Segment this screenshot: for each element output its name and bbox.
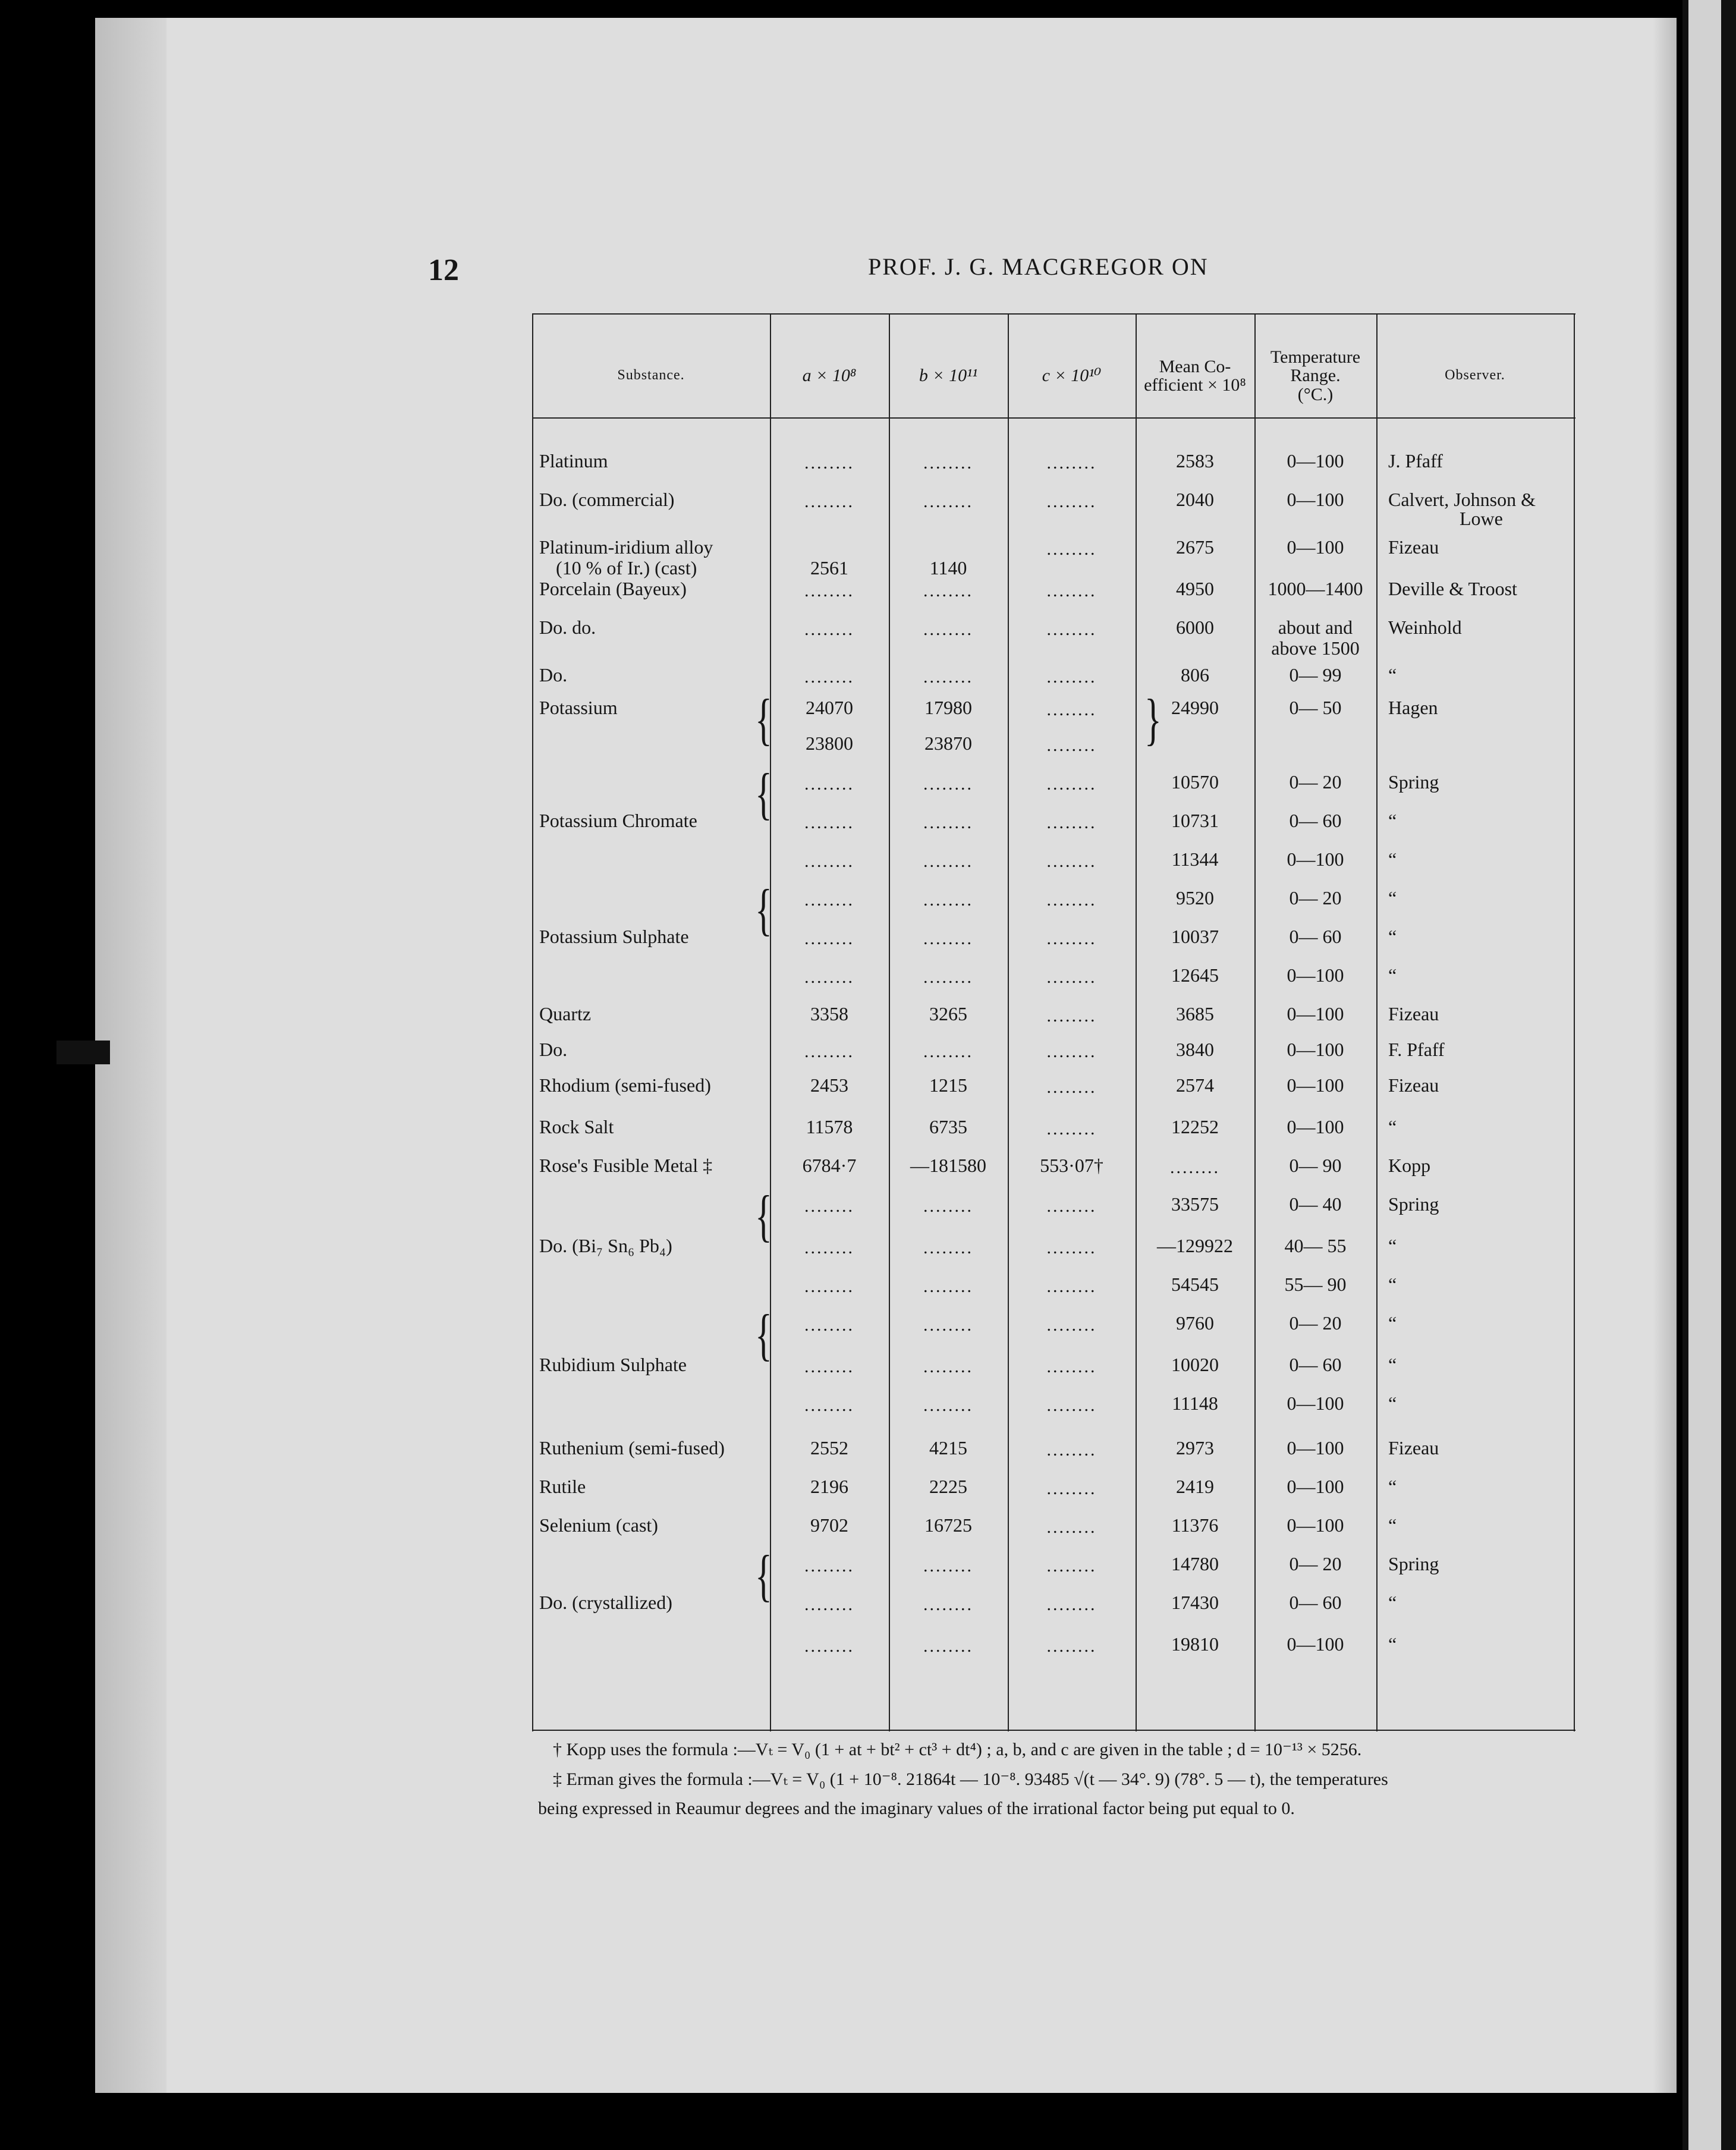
row-a-leader: ........ (804, 890, 854, 910)
header-observer-text: Observer. (1445, 367, 1505, 384)
header-temperature (1254, 331, 1376, 420)
row-mean: —129922 (1157, 1235, 1233, 1256)
row-mean: 9760 (1176, 1312, 1214, 1334)
row-a-leader: ........ (804, 453, 854, 473)
row-c-leader: ........ (1046, 967, 1097, 987)
row-substance: Rubidium Sulphate (539, 1354, 687, 1375)
row-range: 0— 60 (1289, 1354, 1342, 1375)
row-mean: 3840 (1176, 1039, 1214, 1060)
row-substance: Do. (539, 1039, 568, 1060)
row-range: 1000—1400 (1268, 578, 1363, 599)
row-mean: 9520 (1176, 887, 1214, 909)
row-c-leader: ........ (1046, 1479, 1097, 1498)
row-b: —181580 (910, 1155, 986, 1176)
row-a: 2561 (810, 557, 848, 579)
header-c-text: c × 10¹⁰ (1042, 366, 1102, 386)
row-c-leader: ........ (1046, 1595, 1097, 1614)
table-bottom-rule (532, 1730, 1575, 1731)
row-c: 553·07† (1040, 1155, 1103, 1176)
row-substance-line2: (10 % of Ir.) (cast) (556, 557, 697, 579)
row-mean: 2419 (1176, 1476, 1214, 1497)
row-mean: 806 (1181, 664, 1209, 686)
page-number: 12 (428, 253, 459, 287)
row-a-leader: ........ (804, 1357, 854, 1376)
row-range: 0— 60 (1289, 810, 1342, 831)
row-b-leader: ........ (923, 581, 973, 601)
row-range: 0—100 (1287, 1116, 1344, 1137)
footnote-line: † Kopp uses the formula :—Vₜ = V₀ (1 + at + bt² + ct³ + dt⁴) ; a, b, and c are given in the table ; d = 10⁻¹³ × 5256. (553, 1740, 1362, 1759)
row-range: 0— 99 (1289, 664, 1342, 686)
row-range: 0—100 (1287, 1437, 1344, 1459)
row-b-leader: ........ (923, 813, 973, 832)
row-b: 1215 (929, 1074, 967, 1096)
col-rule-7 (1376, 313, 1378, 1731)
row-mean: 24990 (1171, 697, 1219, 718)
row-c-leader: ........ (1046, 1357, 1097, 1376)
row-mean: 12252 (1171, 1116, 1219, 1137)
row-observer: Fizeau (1388, 536, 1439, 558)
row-substance: Potassium Sulphate (539, 926, 689, 947)
row-observer: “ (1388, 887, 1397, 909)
row-a-leader: ........ (804, 620, 854, 639)
row-mean: 12645 (1171, 964, 1219, 986)
rose-metal-brace: { (755, 1184, 772, 1247)
row-range: 0— 20 (1289, 1312, 1342, 1334)
document-page (95, 18, 1677, 2093)
row-a-leader: ........ (804, 1556, 854, 1576)
row-a-leader: ........ (804, 929, 854, 948)
row-observer: “ (1388, 810, 1397, 831)
row-mean: 4950 (1176, 578, 1214, 599)
row-mean: 2574 (1176, 1074, 1214, 1096)
row-c-leader: ........ (1046, 1006, 1097, 1026)
row-b-leader: ........ (923, 1556, 973, 1576)
footnote-line: being expressed in Reaumur degrees and the imaginary values of the irrational factor being put equal to 0. (538, 1799, 1295, 1818)
row-a-leader: ........ (804, 1196, 854, 1216)
row-a-leader: ........ (804, 1395, 854, 1415)
header-c (1008, 331, 1136, 420)
row-b: 1140 (929, 557, 967, 579)
row-c-leader: ........ (1046, 929, 1097, 948)
header-temp-line3: (°C.) (1297, 384, 1334, 404)
header-b-text: b × 10¹¹ (919, 366, 978, 386)
row-a-leader: ........ (804, 1315, 854, 1335)
row-a-leader: ........ (804, 813, 854, 832)
row-c-leader: ........ (1046, 1196, 1097, 1216)
row-a: 11578 (806, 1116, 853, 1137)
row-b-leader: ........ (923, 1595, 973, 1614)
row-observer: Hagen (1388, 697, 1438, 718)
row-observer: Spring (1388, 1553, 1439, 1574)
row-a: 24070 (806, 697, 853, 718)
row-b: 3265 (929, 1003, 967, 1024)
row-range: 0— 60 (1289, 1592, 1342, 1613)
footnote-line: ‡ Erman gives the formula :—Vₜ = V₀ (1 + 10⁻⁸. 21864t — 10⁻⁸. 93485 √(t — 34°. 9) (78°. 5 — t), the temperatures (553, 1769, 1388, 1789)
header-a-text: a × 10⁸ (802, 366, 857, 386)
row-substance: Do. (Bi₇ Sn₆ Pb₄) (539, 1235, 672, 1256)
header-a (770, 331, 889, 420)
row-c-leader: ........ (1046, 1556, 1097, 1576)
row-c-leader: ........ (1046, 1277, 1097, 1296)
col-rule-8 (1574, 313, 1575, 1731)
row-substance: Platinum (539, 450, 608, 472)
row-b-leader: ........ (923, 774, 973, 794)
running-head: PROF. J. G. MACGREGOR ON (868, 253, 1209, 280)
row-substance: Rhodium (semi-fused) (539, 1074, 711, 1096)
row-b-leader: ........ (923, 1357, 973, 1376)
row-b-leader: ........ (923, 967, 973, 987)
row-c-leader: ........ (1046, 1042, 1097, 1061)
row-b-leader: ........ (923, 1238, 973, 1258)
binding-tab (56, 1041, 110, 1064)
row-mean-leader: ........ (1170, 1158, 1220, 1177)
row-b: 6735 (929, 1116, 967, 1137)
row-c-leader: ........ (1046, 1238, 1097, 1258)
adjacent-page-edge (1682, 0, 1736, 2150)
row-c-leader: ........ (1046, 539, 1097, 559)
row-mean: 11376 (1171, 1514, 1219, 1536)
row-observer: F. Pfaff (1388, 1039, 1445, 1060)
row-b: 2225 (929, 1476, 967, 1497)
row-a: 9702 (810, 1514, 848, 1536)
row-b-leader: ........ (923, 1636, 973, 1656)
potassium-mean-brace: } (1144, 688, 1162, 751)
row-range: 0—100 (1287, 536, 1344, 558)
col-rule-1 (532, 313, 533, 1731)
row-c-leader: ........ (1046, 1395, 1097, 1415)
row-observer: “ (1388, 926, 1397, 947)
row-substance: Potassium Chromate (539, 810, 697, 831)
row-substance: Rose's Fusible Metal ‡ (539, 1155, 713, 1176)
row-substance: Do. (539, 664, 568, 686)
row-c-leader: ........ (1046, 581, 1097, 601)
selenium-brace: { (755, 1544, 772, 1607)
row-observer: Weinhold (1388, 617, 1462, 638)
row-mean: 11148 (1172, 1393, 1218, 1414)
row-range: 40— 55 (1284, 1235, 1347, 1256)
row-mean: 2040 (1176, 489, 1214, 510)
row-a: 2552 (810, 1437, 848, 1459)
row-mean: 33575 (1171, 1193, 1219, 1215)
row-a-leader: ........ (804, 1277, 854, 1296)
row-b-leader: ........ (923, 492, 973, 511)
row-a: 3358 (810, 1003, 848, 1024)
row-mean: 14780 (1171, 1553, 1219, 1574)
row-observer: Fizeau (1388, 1074, 1439, 1096)
header-temp-line1: Temperature (1270, 347, 1361, 367)
row-observer: “ (1388, 1274, 1397, 1295)
row-substance: Do. (commercial) (539, 489, 675, 510)
row-b: 4215 (929, 1437, 967, 1459)
row-a-leader: ........ (804, 492, 854, 511)
row-range: 0—100 (1287, 1633, 1344, 1655)
row-c-leader: ........ (1046, 1517, 1097, 1537)
row-substance: Rutile (539, 1476, 586, 1497)
row-observer: Calvert, Johnson & (1388, 489, 1536, 510)
header-b (889, 331, 1008, 420)
row-a-leader: ........ (804, 1595, 854, 1614)
row-substance: Selenium (cast) (539, 1514, 658, 1536)
header-substance (532, 331, 770, 420)
row-c-leader: ........ (1046, 774, 1097, 794)
row-range: 0— 90 (1289, 1155, 1342, 1176)
row-mean: 2973 (1176, 1437, 1214, 1459)
row-c-leader: ........ (1046, 851, 1097, 871)
row-c-leader: ........ (1046, 492, 1097, 511)
row-a: 23800 (806, 733, 853, 754)
header-mean (1136, 331, 1254, 420)
row-a-leader: ........ (804, 1042, 854, 1061)
row-range-line2: above 1500 (1271, 637, 1360, 659)
row-b-leader: ........ (923, 1315, 973, 1335)
row-range: 0— 20 (1289, 771, 1342, 793)
header-substance-text: Substance. (617, 367, 685, 384)
row-observer: Spring (1388, 1193, 1439, 1215)
row-mean: 54545 (1171, 1274, 1219, 1295)
header-mean-line2: efficient × 10⁸ (1144, 375, 1246, 395)
row-mean: 10020 (1171, 1354, 1219, 1375)
row-range: 0—100 (1287, 964, 1344, 986)
header-mean-line1: Mean Co- (1159, 356, 1231, 376)
row-a-leader: ........ (804, 1238, 854, 1258)
row-range: 0— 60 (1289, 926, 1342, 947)
row-observer: “ (1388, 964, 1397, 986)
row-range: 0—100 (1287, 1039, 1344, 1060)
row-mean: 10570 (1171, 771, 1219, 793)
row-c-leader: ........ (1046, 1315, 1097, 1335)
row-b-leader: ........ (923, 1277, 973, 1296)
row-substance: Porcelain (Bayeux) (539, 578, 687, 599)
page-right-edge (1653, 18, 1677, 2093)
row-range: 0—100 (1287, 1003, 1344, 1024)
row-mean: 3685 (1176, 1003, 1214, 1024)
row-range: about and (1278, 617, 1353, 638)
row-mean: 11344 (1171, 848, 1219, 870)
row-b-leader: ........ (923, 1042, 973, 1061)
row-observer: “ (1388, 1592, 1397, 1613)
row-observer: “ (1388, 1312, 1397, 1334)
row-observer: Deville & Troost (1388, 578, 1517, 599)
row-range: 0—100 (1287, 848, 1344, 870)
row-range: 0—100 (1287, 1074, 1344, 1096)
row-c-leader: ........ (1046, 1440, 1097, 1460)
row-a-leader: ........ (804, 851, 854, 871)
row-a-leader: ........ (804, 581, 854, 601)
row-observer: “ (1388, 664, 1397, 686)
row-c-leader: ........ (1046, 453, 1097, 473)
row-b: 16725 (924, 1514, 972, 1536)
row-b-leader: ........ (923, 667, 973, 687)
row-c-leader: ........ (1046, 1119, 1097, 1139)
rubidium-brace: { (755, 1303, 772, 1366)
potassium-sulphate-brace: { (755, 878, 772, 941)
row-b: 17980 (924, 697, 972, 718)
row-mean: 10731 (1171, 810, 1219, 831)
potassium-chromate-brace: { (755, 762, 772, 825)
row-b-leader: ........ (923, 453, 973, 473)
data-table (532, 313, 1575, 1731)
row-c-leader: ........ (1046, 1077, 1097, 1097)
row-observer: “ (1388, 1116, 1397, 1137)
row-range: 0— 20 (1289, 1553, 1342, 1574)
row-a-leader: ........ (804, 967, 854, 987)
row-range: 0—100 (1287, 1476, 1344, 1497)
row-b-leader: ........ (923, 1196, 973, 1216)
row-observer: Spring (1388, 771, 1439, 793)
row-range: 0— 20 (1289, 887, 1342, 909)
row-substance: Ruthenium (semi-fused) (539, 1437, 725, 1459)
row-observer: Fizeau (1388, 1437, 1439, 1459)
row-substance: Do. do. (539, 617, 596, 638)
row-range: 0—100 (1287, 489, 1344, 510)
row-a: 2196 (810, 1476, 848, 1497)
row-observer: “ (1388, 1514, 1397, 1536)
row-observer: Fizeau (1388, 1003, 1439, 1024)
row-b: 23870 (924, 733, 972, 754)
row-mean: 10037 (1171, 926, 1219, 947)
row-observer: “ (1388, 1354, 1397, 1375)
row-c-leader: ........ (1046, 813, 1097, 832)
row-mean: 17430 (1171, 1592, 1219, 1613)
row-observer: “ (1388, 848, 1397, 870)
row-a: 6784·7 (802, 1155, 857, 1176)
row-b-leader: ........ (923, 890, 973, 910)
row-observer: “ (1388, 1633, 1397, 1655)
row-observer: “ (1388, 1393, 1397, 1414)
row-range: 0—100 (1287, 1514, 1344, 1536)
row-range: 55— 90 (1284, 1274, 1347, 1295)
row-b-leader: ........ (923, 620, 973, 639)
row-c-leader: ........ (1046, 620, 1097, 639)
row-substance: Platinum-iridium alloy (539, 536, 713, 558)
row-observer-line2: Lowe (1460, 508, 1503, 529)
row-range: 0— 40 (1289, 1193, 1342, 1215)
row-c-leader: ........ (1046, 700, 1097, 719)
row-range: 0—100 (1287, 450, 1344, 472)
header-observer (1376, 331, 1574, 420)
potassium-brace: { (755, 688, 772, 751)
row-substance: Rock Salt (539, 1116, 614, 1137)
row-b-leader: ........ (923, 851, 973, 871)
row-a-leader: ........ (804, 667, 854, 687)
row-range: 0— 50 (1289, 697, 1342, 718)
row-a: 2453 (810, 1074, 848, 1096)
table-top-rule (532, 313, 1575, 315)
row-b-leader: ........ (923, 929, 973, 948)
row-range: 0—100 (1287, 1393, 1344, 1414)
row-substance: Do. (crystallized) (539, 1592, 672, 1613)
row-substance: Quartz (539, 1003, 592, 1024)
header-temp-line2: Range. (1290, 366, 1341, 386)
row-c-leader: ........ (1046, 735, 1097, 755)
row-a-leader: ........ (804, 1636, 854, 1656)
row-c-leader: ........ (1046, 667, 1097, 687)
row-c-leader: ........ (1046, 1636, 1097, 1656)
row-observer: “ (1388, 1235, 1397, 1256)
row-a-leader: ........ (804, 774, 854, 794)
row-mean: 2675 (1176, 536, 1214, 558)
row-mean: 19810 (1171, 1633, 1219, 1655)
row-observer: Kopp (1388, 1155, 1431, 1176)
row-observer: “ (1388, 1476, 1397, 1497)
row-b-leader: ........ (923, 1395, 973, 1415)
row-c-leader: ........ (1046, 890, 1097, 910)
row-observer: J. Pfaff (1388, 450, 1443, 472)
row-substance: Potassium (539, 697, 618, 718)
row-mean: 6000 (1176, 617, 1214, 638)
row-mean: 2583 (1176, 450, 1214, 472)
